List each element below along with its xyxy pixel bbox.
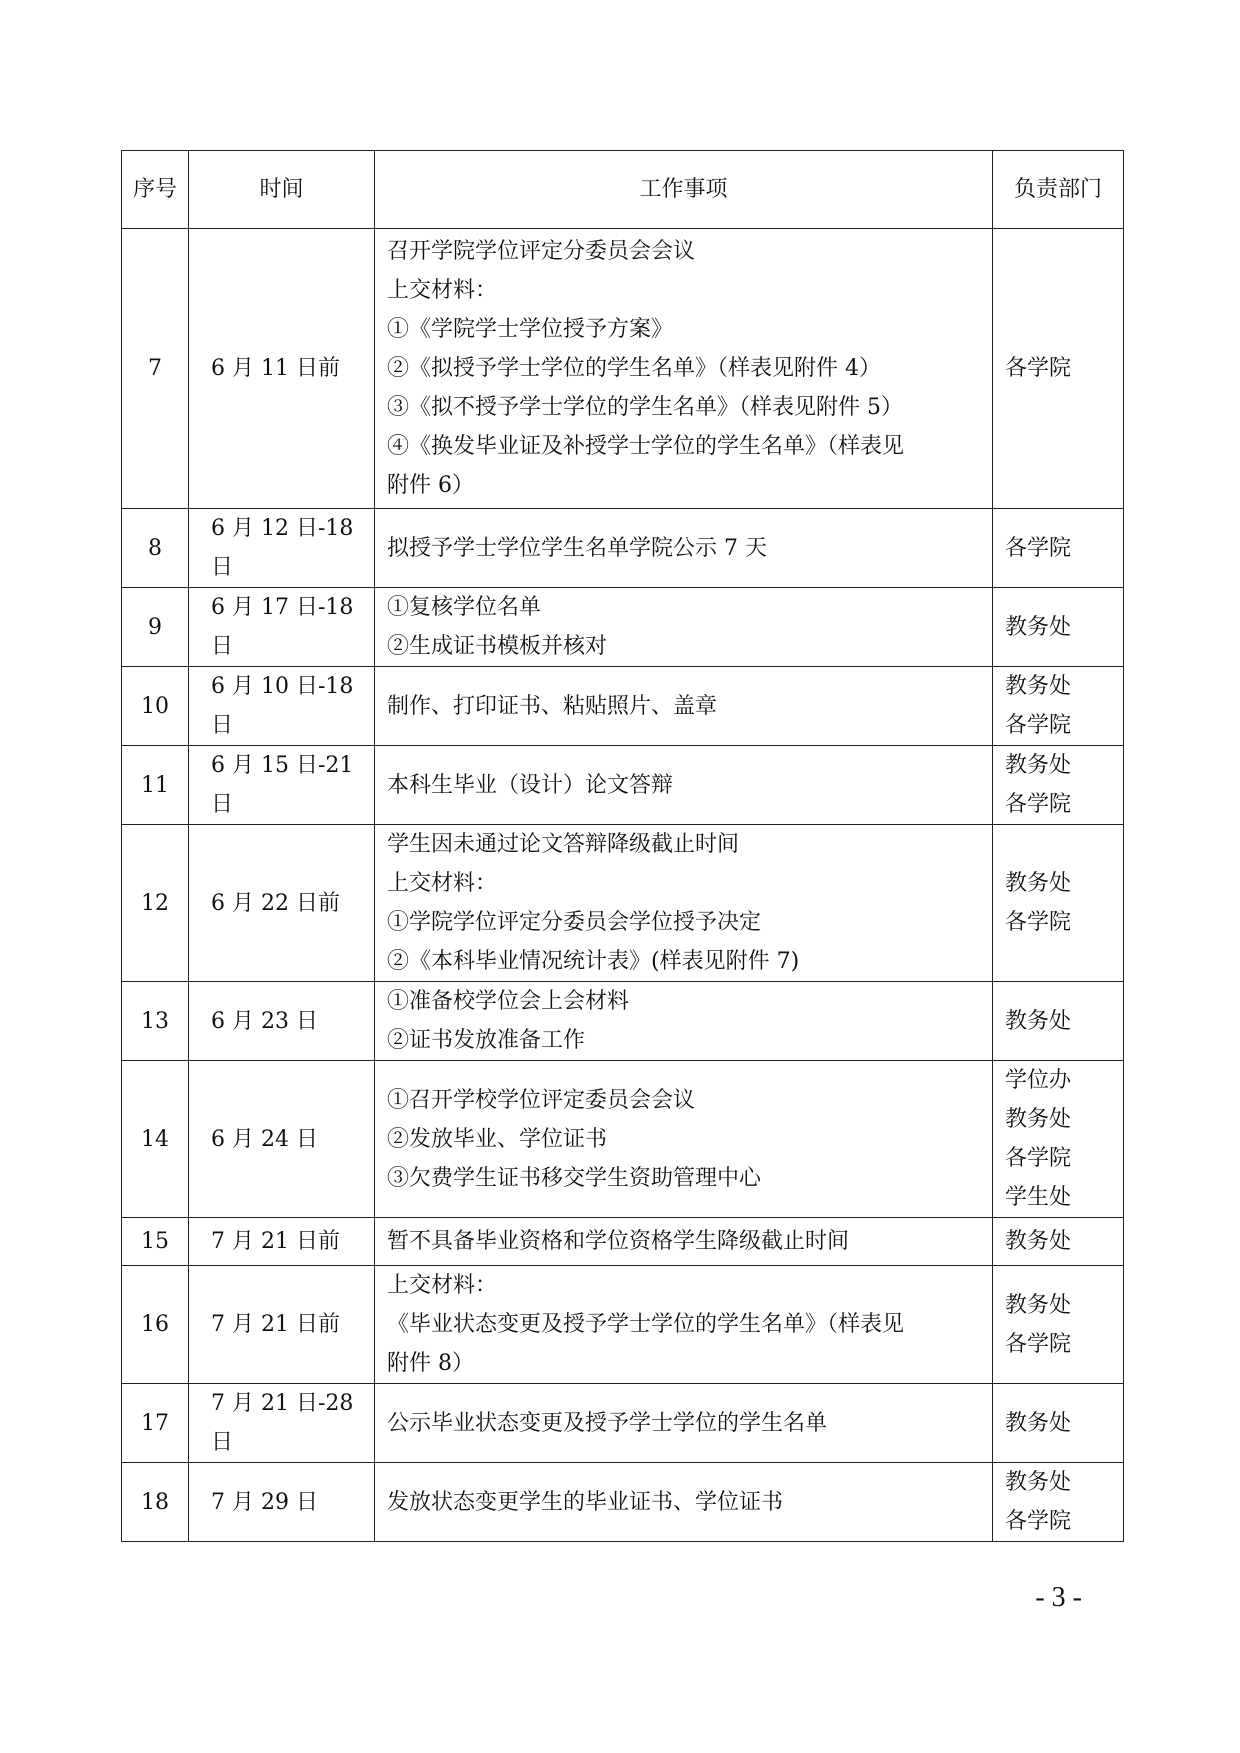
row-task xyxy=(375,1266,993,1384)
table-row xyxy=(122,667,1124,746)
table-row xyxy=(122,1463,1124,1542)
row-number: 10 xyxy=(122,667,189,746)
task-line: 召开学院学位评定分委员会会议 xyxy=(387,239,696,264)
task-line: ②发放毕业、学位证书 xyxy=(387,1126,608,1152)
task-line: ①学院学位评定分委员会学位授予决定 xyxy=(387,910,762,935)
dept-line: 各学院 xyxy=(1005,356,1072,381)
table-row xyxy=(122,229,1124,509)
dept-line: 各学院 xyxy=(1005,1509,1072,1534)
header-dept: 负责部门 xyxy=(993,151,1124,229)
row-dept xyxy=(993,746,1124,825)
table-row xyxy=(122,982,1124,1061)
header-num: 序号 xyxy=(122,151,189,229)
row-task xyxy=(375,982,993,1061)
table-row xyxy=(122,509,1124,588)
row-dept xyxy=(993,1061,1124,1218)
table-header-row xyxy=(122,151,1124,229)
table-row xyxy=(122,1266,1124,1384)
row-date: 6 月 12 日-18 日 xyxy=(189,509,375,588)
row-number: 7 xyxy=(122,229,189,509)
header-date: 时间 xyxy=(189,151,375,229)
page-number: - 3 - xyxy=(1035,1582,1082,1613)
row-number: 8 xyxy=(122,509,189,588)
row-date: 6 月 24 日 xyxy=(189,1061,375,1218)
row-dept xyxy=(993,229,1124,509)
row-number: 11 xyxy=(122,746,189,825)
dept-line: 教务处 xyxy=(1005,753,1072,778)
dept-line: 教务处 xyxy=(1005,1410,1072,1436)
row-dept xyxy=(993,509,1124,588)
task-line: 暂不具备毕业资格和学位资格学生降级截止时间 xyxy=(387,1229,850,1254)
dept-line: 教务处 xyxy=(1005,674,1072,699)
task-line: ②《拟授予学士学位的学生名单》（样表见附件 4） xyxy=(387,356,881,381)
row-dept xyxy=(993,982,1124,1061)
row-task xyxy=(375,588,993,667)
table-row xyxy=(122,746,1124,825)
row-dept xyxy=(993,1384,1124,1463)
task-line: ②证书发放准备工作 xyxy=(387,1028,586,1053)
task-line: 《毕业状态变更及授予学士学位的学生名单》（样表见 xyxy=(387,1312,905,1337)
row-dept xyxy=(993,667,1124,746)
row-task xyxy=(375,1463,993,1542)
row-date: 6 月 10 日-18 日 xyxy=(189,667,375,746)
row-date: 7 月 29 日 xyxy=(189,1463,375,1542)
task-line: 附件 8） xyxy=(387,1351,474,1376)
task-line: 发放状态变更学生的毕业证书、学位证书 xyxy=(387,1489,784,1515)
row-dept xyxy=(993,588,1124,667)
row-number: 18 xyxy=(122,1463,189,1542)
row-task xyxy=(375,1218,993,1266)
dept-line: 学位办 xyxy=(1005,1068,1072,1093)
table-row xyxy=(122,1061,1124,1218)
dept-line: 学生处 xyxy=(1005,1185,1072,1210)
dept-line: 教务处 xyxy=(1005,1292,1072,1318)
dept-line: 教务处 xyxy=(1005,614,1072,640)
task-line: 上交材料： xyxy=(387,278,498,303)
row-number: 14 xyxy=(122,1061,189,1218)
dept-line: 教务处 xyxy=(1005,1229,1072,1254)
row-task xyxy=(375,825,993,982)
row-number: 9 xyxy=(122,588,189,667)
task-line: ②《本科毕业情况统计表》(样表见附件 7) xyxy=(387,949,800,974)
table-row xyxy=(122,825,1124,982)
dept-line: 各学院 xyxy=(1005,713,1072,738)
task-line: ④《换发毕业证及补授学士学位的学生名单》（样表见 xyxy=(387,434,905,459)
task-line: 拟授予学士学位学生名单学院公示 7 天 xyxy=(387,535,767,561)
row-number: 15 xyxy=(122,1218,189,1266)
task-line: 学生因未通过论文答辩降级截止时间 xyxy=(387,832,740,857)
dept-line: 教务处 xyxy=(1005,1008,1072,1034)
task-line: 本科生毕业（设计）论文答辩 xyxy=(387,772,674,798)
row-number: 16 xyxy=(122,1266,189,1384)
dept-line: 教务处 xyxy=(1005,871,1072,896)
dept-line: 各学院 xyxy=(1005,910,1072,935)
task-line: ①召开学校学位评定委员会会议 xyxy=(387,1087,696,1113)
table-row xyxy=(122,588,1124,667)
task-line: 附件 6） xyxy=(387,473,474,498)
dept-line: 各学院 xyxy=(1005,1146,1072,1171)
row-date: 7 月 21 日-28 日 xyxy=(189,1384,375,1463)
task-line: ①复核学位名单 xyxy=(387,595,542,620)
row-dept xyxy=(993,1266,1124,1384)
task-line: ②生成证书模板并核对 xyxy=(387,634,608,659)
dept-line: 教务处 xyxy=(1005,1470,1072,1495)
table-row xyxy=(122,1218,1124,1266)
row-date: 7 月 21 日前 xyxy=(189,1266,375,1384)
row-number: 13 xyxy=(122,982,189,1061)
dept-line: 各学院 xyxy=(1005,1331,1072,1357)
row-date: 6 月 23 日 xyxy=(189,982,375,1061)
row-date: 6 月 22 日前 xyxy=(189,825,375,982)
row-task xyxy=(375,746,993,825)
task-line: ①准备校学位会上会材料 xyxy=(387,989,630,1014)
task-line: 上交材料： xyxy=(387,871,498,896)
row-number: 17 xyxy=(122,1384,189,1463)
task-line: 公示毕业状态变更及授予学士学位的学生名单 xyxy=(387,1410,828,1436)
row-date: 6 月 15 日-21 日 xyxy=(189,746,375,825)
schedule-table xyxy=(121,150,1124,1542)
task-line: ③欠费学生证书移交学生资助管理中心 xyxy=(387,1165,762,1191)
row-task xyxy=(375,1384,993,1463)
header-task: 工作事项 xyxy=(375,151,993,229)
row-date: 7 月 21 日前 xyxy=(189,1218,375,1266)
table-row xyxy=(122,1384,1124,1463)
row-date: 6 月 11 日前 xyxy=(189,229,375,509)
dept-line: 教务处 xyxy=(1005,1107,1072,1132)
dept-line: 各学院 xyxy=(1005,792,1072,817)
task-line: ①《学院学士学位授予方案》 xyxy=(387,317,674,342)
task-line: 上交材料： xyxy=(387,1273,498,1298)
row-dept xyxy=(993,1463,1124,1542)
task-line: ③《拟不授予学士学位的学生名单》（样表见附件 5） xyxy=(387,395,903,420)
row-task xyxy=(375,229,993,509)
row-task xyxy=(375,667,993,746)
row-task xyxy=(375,509,993,588)
row-dept xyxy=(993,1218,1124,1266)
row-task xyxy=(375,1061,993,1218)
row-date: 6 月 17 日-18 日 xyxy=(189,588,375,667)
row-number: 12 xyxy=(122,825,189,982)
task-line: 制作、打印证书、粘贴照片、盖章 xyxy=(387,693,718,719)
dept-line: 各学院 xyxy=(1005,535,1072,561)
row-dept xyxy=(993,825,1124,982)
